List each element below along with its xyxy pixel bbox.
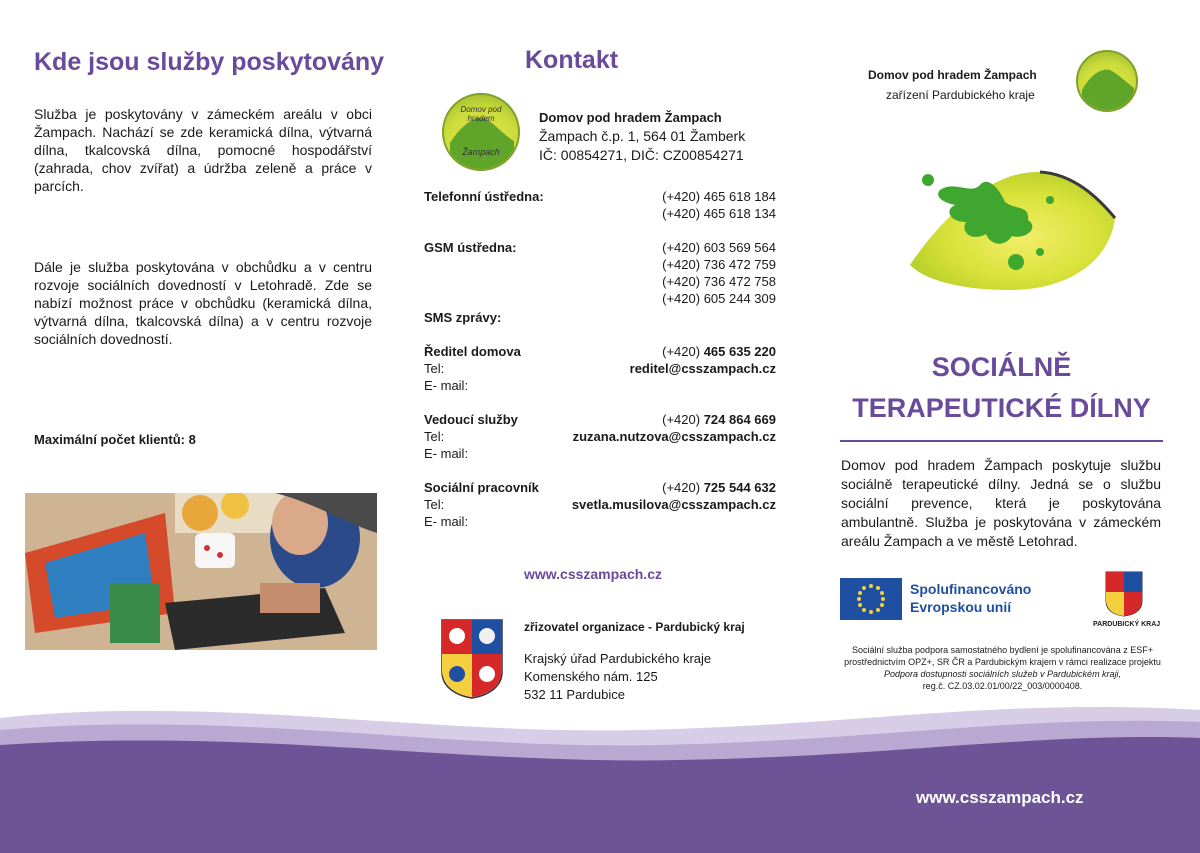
locations-paragraph-2: Dále je služba poskytována v obchůdku a v centru rozvoje sociálních dovedností v Letohradě. Zde se nabízí možnost práce v obchůdku (keramická dílna, výtvarná dílna, tkalcovská dílna) a v centru rozvoje sociálních dovedností.	[34, 259, 372, 347]
header-org-sub: zařízení Pardubického kraje	[886, 88, 1035, 102]
logo-text-bottom: Žampach	[462, 147, 500, 157]
head-email[interactable]: zuzana.nutzova@csszampach.cz	[572, 429, 776, 444]
service-description: Domov pod hradem Žampach poskytuje službu sociálně terapeutické dílny. Jedná se o službu sociální prevence, která je poskytována ambulantně. Služba je poskytována v zámeckém areálu Žampach a ve městě Letohrad.	[841, 457, 1161, 549]
contact-address: Žampach č.p. 1, 564 01 Žamberk	[539, 128, 746, 144]
head-phone-prefix: (+420)	[662, 412, 701, 427]
contact-ids: IČ: 00854271, DIČ: CZ00854271	[539, 147, 744, 163]
section-heading-contact: Kontakt	[525, 46, 619, 74]
footer-website-link[interactable]: www.csszampach.cz	[916, 788, 1084, 807]
social-email[interactable]: svetla.musilova@csszampach.cz	[571, 497, 776, 512]
logo-text-top: Domov pod hradem	[460, 105, 502, 123]
title-separator	[840, 440, 1163, 442]
gsm-label: GSM ústředna:	[424, 240, 517, 255]
head-phone[interactable]	[560, 412, 776, 427]
header-logo	[1076, 50, 1138, 112]
section-heading-locations: Kde jsou služby poskytovány	[34, 48, 385, 76]
head-email-label: E- mail:	[424, 446, 469, 461]
gsm-4[interactable]: (+420) 605 244 309	[662, 291, 776, 306]
funding-line-4: reg.č. CZ.03.02.01/00/22_003/0000408.	[922, 681, 1083, 691]
founder-line-3: 532 11 Pardubice	[524, 687, 625, 702]
social-tel-label: Tel:	[424, 497, 445, 512]
head-tel-label: Tel:	[424, 429, 445, 444]
director-email-label: E- mail:	[424, 378, 469, 393]
social-phone-number: 725 544 632	[703, 480, 776, 495]
head-phone-number: 724 864 669	[703, 412, 776, 427]
org-logo	[442, 93, 520, 171]
phone-2[interactable]: (+420) 465 618 134	[662, 206, 776, 221]
region-label: PARDUBICKÝ KRAJ	[1093, 621, 1161, 628]
region-coat-of-arms-icon	[1105, 571, 1143, 617]
social-phone-prefix: (+420)	[662, 480, 701, 495]
gsm-1[interactable]: (+420) 603 569 564	[662, 240, 776, 255]
locations-paragraph-1: Služba je poskytovány v zámeckém areálu v obci Žampach. Nachází se zde keramická dílna, výtvarná dílna, tkalcovská dílna, pomocné hospodářství (zahrada, chov zvířat) a údržba zeleně a práce v parcích.	[34, 106, 372, 194]
social-email-label: E- mail:	[424, 514, 469, 529]
founder-title: zřizovatel organizace - Pardubický kraj	[524, 620, 745, 634]
gsm-2[interactable]: (+420) 736 472 759	[662, 257, 776, 272]
funding-line-3: Podpora dostupnosti sociálních služeb v Pardubickém kraji,	[883, 669, 1122, 679]
eu-flag-icon	[840, 578, 902, 620]
eu-text-line-2: Evropskou unií	[910, 599, 1012, 615]
hill-splash-illustration	[900, 150, 1120, 300]
coat-of-arms-icon	[440, 618, 504, 700]
director-label: Ředitel domova	[424, 344, 521, 359]
social-label: Sociální pracovník	[424, 480, 539, 495]
eu-text-line-1: Spolufinancováno	[910, 581, 1032, 597]
website-link[interactable]: www.csszampach.cz	[524, 566, 662, 582]
workshop-photo	[25, 493, 377, 650]
funding-line-1: Sociální služba podpora samostatného bydlení je spolufinancována z ESF+	[852, 645, 1153, 655]
phone-1[interactable]: (+420) 465 618 184	[662, 189, 776, 204]
director-phone-prefix: (+420)	[662, 344, 701, 359]
founder-line-2: Komenského nám. 125	[524, 669, 658, 684]
capacity-text: Maximální počet klientů: 8	[34, 432, 196, 447]
footer-wave	[0, 690, 1200, 853]
director-email[interactable]: reditel@csszampach.cz	[629, 361, 776, 376]
director-tel-label: Tel:	[424, 361, 445, 376]
director-phone[interactable]	[560, 344, 776, 359]
sms-label: SMS zprávy:	[424, 310, 502, 325]
funding-line-2: prostřednictvím OPZ+, SR ČR a Pardubickým krajem v rámci realizace projektu	[844, 657, 1161, 667]
founder-line-1: Krajský úřad Pardubického kraje	[524, 651, 712, 666]
phone-label: Telefonní ústředna:	[424, 189, 544, 204]
director-phone-number: 465 635 220	[703, 344, 776, 359]
gsm-3[interactable]: (+420) 736 472 758	[662, 274, 776, 289]
head-label: Vedoucí služby	[424, 412, 518, 427]
title-line-1: SOCIÁLNĚ	[931, 352, 1072, 382]
social-phone[interactable]	[560, 480, 776, 495]
header-org-name: Domov pod hradem Žampach	[868, 68, 1037, 82]
contact-org-name: Domov pod hradem Žampach	[539, 110, 722, 125]
title-line-2: TERAPEUTICKÉ DÍLNY	[852, 393, 1151, 423]
